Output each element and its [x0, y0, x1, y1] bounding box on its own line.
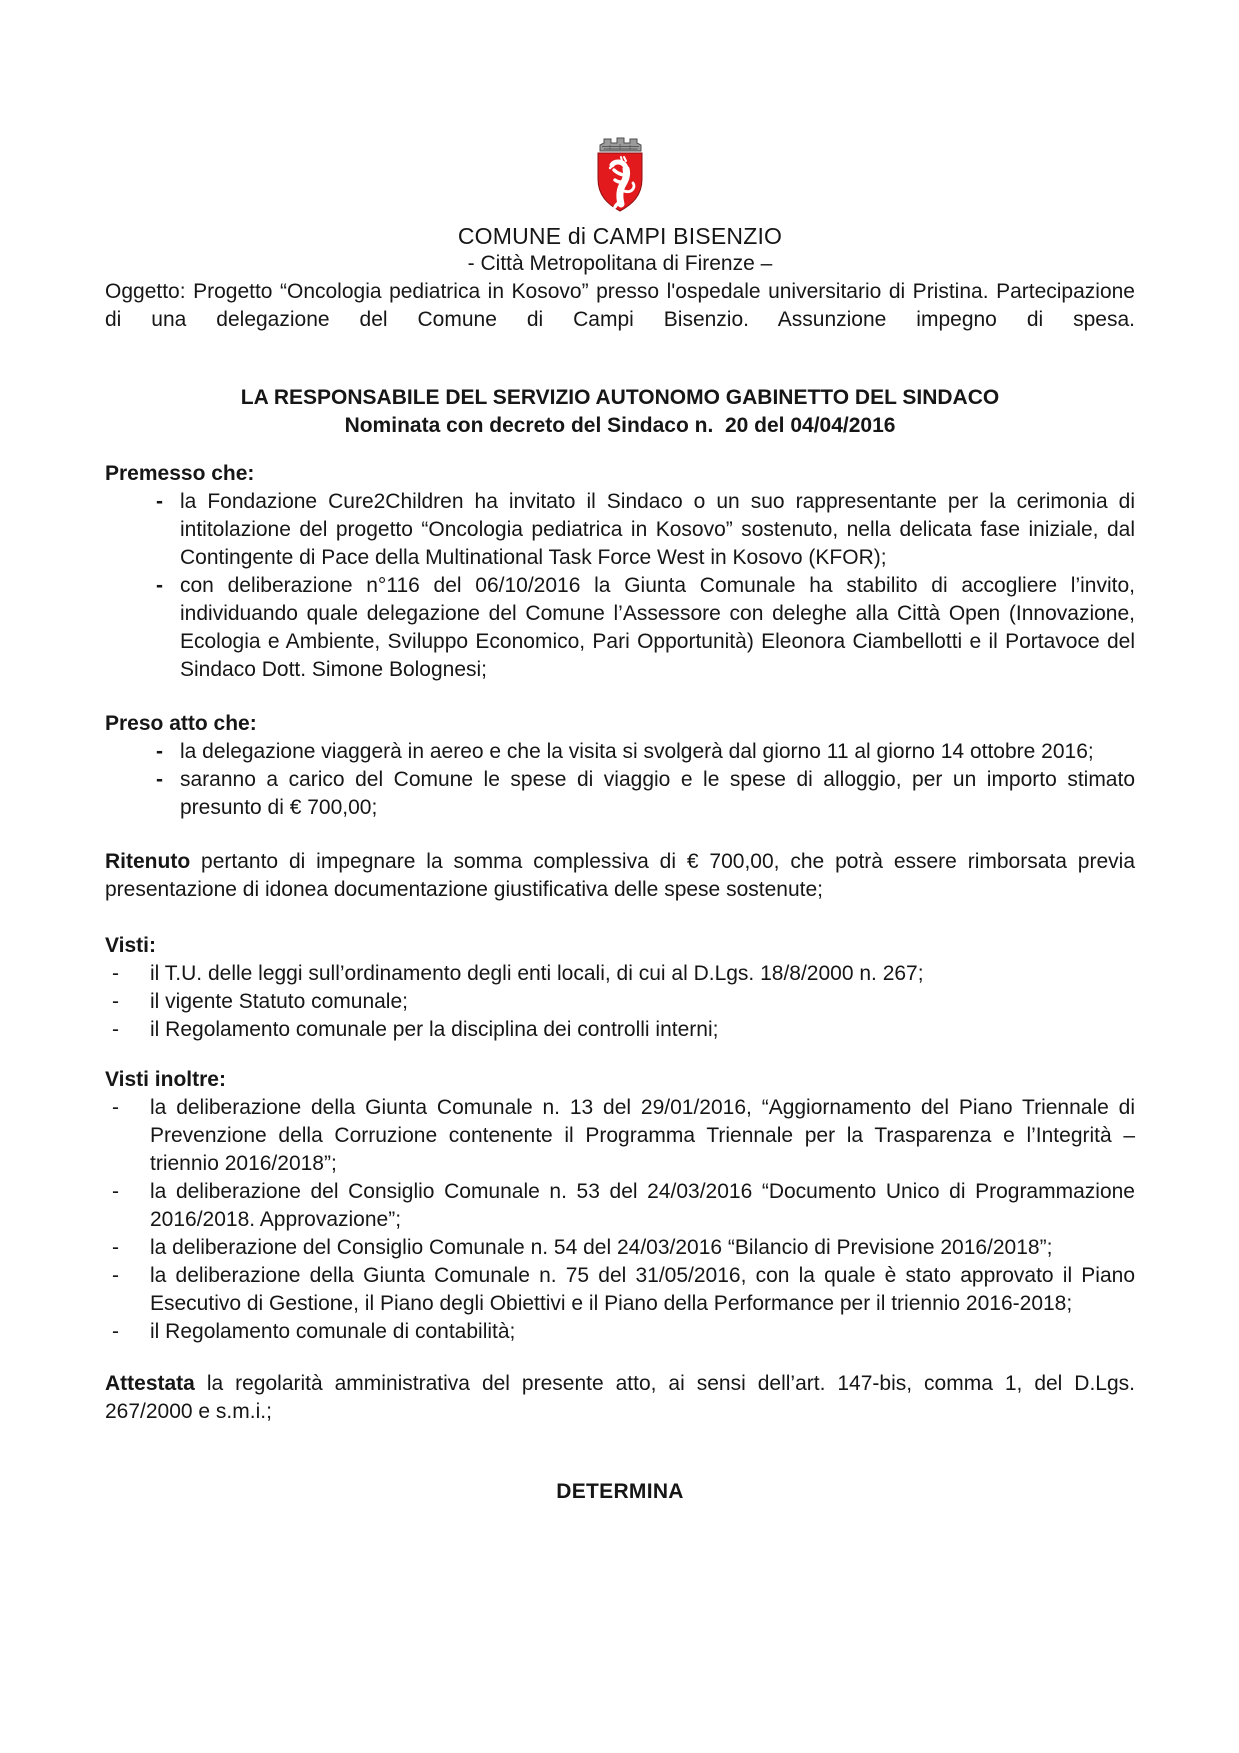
list-item-text: la deliberazione del Consiglio Comunale n. 54 del 24/03/2016 “Bilancio di Previsione 2016/2018”; [150, 1236, 1053, 1259]
dash-bullet-icon: - [112, 1096, 119, 1119]
dash-bullet-icon: - [112, 1018, 119, 1041]
campi-bisenzio-coat-of-arms-icon [590, 134, 650, 218]
list-item-text: la delegazione viaggerà in aereo e che la visita si svolgerà dal giorno 11 al giorno 14 ottobre 2016; [180, 740, 1094, 763]
list-item [105, 988, 1135, 1016]
paragraph-text: la regolarità amministrativa del presente atto, ai sensi dell’art. 147-bis, comma 1, del D.Lgs. 267/2000 e s.m.i.; [105, 1372, 1135, 1423]
dash-bullet-icon: - [156, 490, 163, 513]
list-item-text: la deliberazione della Giunta Comunale n. 13 del 29/01/2016, “Aggiornamento del Piano Triennale di Prevenzione della Corruzione contenente il Programma Triennale per la Trasparenza e l’Integrità – triennio 2016/2018”; [150, 1096, 1135, 1175]
list-item [105, 1262, 1135, 1318]
list-item [105, 572, 1135, 684]
dash-bullet-icon: - [156, 574, 163, 597]
mural-crown-icon [600, 138, 641, 151]
list-item [105, 766, 1135, 822]
list-visti-inoltre [105, 1094, 1135, 1346]
section-heading-premesso: Premesso che: [105, 462, 255, 485]
list-item [105, 1318, 1135, 1346]
dash-bullet-icon: - [156, 740, 163, 763]
list-item-text: con deliberazione n°116 del 06/10/2016 la Giunta Comunale ha stabilito di accogliere l’invito, individuando quale delegazione del Comune l’Assessore con deleghe alla Città Open (Innovazione, Ecologia e Ambiente, Sviluppo Economico, Pari Opportunità) Eleonora Ciambellotti e il Portavoce del Sindaco Dott. Simone Bolognesi; [180, 574, 1135, 681]
list-item-text: la deliberazione del Consiglio Comunale n. 53 del 24/03/2016 “Documento Unico di Programmazione 2016/2018. Approvazione”; [150, 1180, 1135, 1231]
list-item-text: il Regolamento comunale di contabilità; [150, 1320, 516, 1343]
list-visti [105, 960, 1135, 1044]
section-heading-visti-inoltre: Visti inoltre: [105, 1068, 226, 1091]
doc-title [105, 384, 1135, 440]
paragraph-attestata [105, 1370, 1135, 1426]
list-item-text: la Fondazione Cure2Children ha invitato il Sindaco o un suo rappresentante per la cerimonia di intitolazione del progetto “Oncologia pediatrica in Kosovo” sostenuto, nella delicata fase iniziale, dal Contingente di Pace della Multinational Task Force West in Kosovo (KFOR); [180, 490, 1135, 569]
subject-paragraph: Oggetto: Progetto “Oncologia pediatrica in Kosovo” presso l'ospedale universitario di Pristina. Partecipazione di una delegazione del Comune di Campi Bisenzio. Assunzione impegno di spesa. [105, 280, 1135, 331]
doc-title-line2: Nominata con decreto del Sindaco n. 20 del 04/04/2016 [344, 414, 896, 437]
section-heading-visti: Visti: [105, 934, 156, 957]
section-heading-preso-atto: Preso atto che: [105, 712, 257, 735]
lead-word: Attestata [105, 1372, 195, 1395]
doc-title-line1: LA RESPONSABILE DEL SERVIZIO AUTONOMO GABINETTO DEL SINDACO [240, 386, 1000, 409]
determina-heading: DETERMINA [556, 1480, 684, 1503]
dash-bullet-icon: - [112, 1320, 119, 1343]
dash-bullet-icon: - [112, 1236, 119, 1259]
lead-word: Ritenuto [105, 850, 191, 873]
list-item-text: saranno a carico del Comune le spese di viaggio e le spese di alloggio, per un importo stimato presunto di € 700,00; [180, 768, 1135, 819]
list-item-text: il vigente Statuto comunale; [150, 990, 408, 1013]
paragraph-ritenuto [105, 848, 1135, 904]
list-preso-atto [105, 738, 1135, 822]
list-premesso [105, 488, 1135, 684]
dash-bullet-icon: - [112, 1180, 119, 1203]
paragraph-text: pertanto di impegnare la somma complessiva di € 700,00, che potrà essere rimborsata previa presentazione di idonea documentazione giustificativa delle spese sostenute; [105, 850, 1135, 901]
list-item [105, 738, 1135, 766]
dash-bullet-icon: - [112, 1264, 119, 1287]
list-item [105, 1234, 1135, 1262]
dash-bullet-icon: - [156, 768, 163, 791]
list-item [105, 960, 1135, 988]
list-item [105, 1178, 1135, 1234]
dash-bullet-icon: - [112, 962, 119, 985]
org-subtitle: - Città Metropolitana di Firenze – [467, 252, 773, 275]
list-item [105, 488, 1135, 572]
list-item [105, 1094, 1135, 1178]
list-item-text: la deliberazione della Giunta Comunale n. 75 del 31/05/2016, con la quale è stato approvato il Piano Esecutivo di Gestione, il Piano degli Obiettivi e il Piano della Performance per il triennio 2016-2018; [150, 1264, 1135, 1315]
list-item-text: il Regolamento comunale per la disciplina dei controlli interni; [150, 1018, 719, 1041]
dash-bullet-icon: - [112, 990, 119, 1013]
list-item [105, 1016, 1135, 1044]
list-item-text: il T.U. delle leggi sull’ordinamento degli enti locali, di cui al D.Lgs. 18/8/2000 n. 267; [150, 962, 924, 985]
org-name: COMUNE di CAMPI BISENZIO [457, 223, 783, 249]
